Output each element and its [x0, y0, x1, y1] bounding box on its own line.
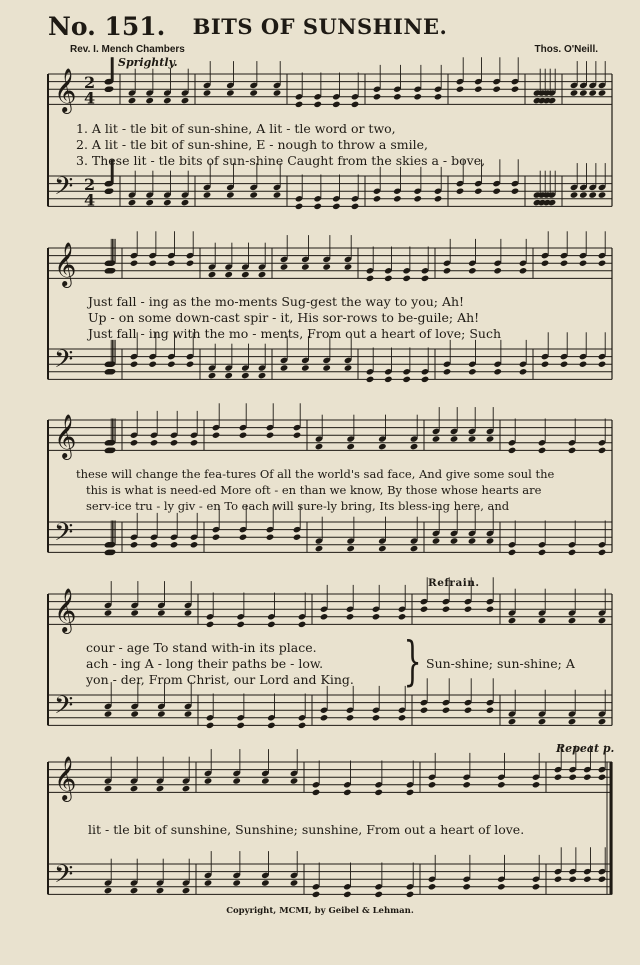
lyric-line: these will change the fea-tures Of all the world's sad face, And give some soul the [76, 467, 555, 481]
treble-clef-icon: 𝄞 [54, 67, 77, 112]
words-credit: Rev. I. Mench Chambers [70, 44, 185, 55]
lyric-line: this is what is need-ed More oft - en than we know, By those whose hearts are [86, 483, 542, 497]
treble-clef-icon: 𝄞 [54, 587, 77, 632]
hymn-number: No. 151. [48, 12, 166, 41]
lyric-line: lit - tle bit of sunshine, Sunshine; sunshine, From out a heart of love. [88, 822, 525, 837]
bass-clef-icon: 𝄢 [54, 517, 74, 553]
lyric-line: 2. A lit - tle bit of sun-shine, E - nough to throw a smile, [76, 137, 428, 152]
treble-clef-icon: 𝄞 [54, 413, 77, 458]
lyric-line: ach - ing A - long their paths be - low. [86, 656, 324, 671]
lyric-line: Just fall - ing as the mo-ments Sug-gest the way to you; Ah! [88, 294, 465, 309]
bass-clef-icon: 𝄢 [54, 171, 74, 207]
lyric-line: 1. A lit - tle bit of sun-shine, A lit - tle word or two, [76, 121, 396, 136]
svg-text:4: 4 [84, 88, 96, 108]
hymn-title: BITS OF SUNSHINE. [192, 14, 448, 39]
svg-text:2: 2 [84, 73, 96, 93]
bass-clef-icon: 𝄢 [54, 690, 74, 726]
lyric-line: serv-ice tru - ly giv - en To each will sure-ly bring, Its bless-ing here, and [86, 499, 510, 513]
lyric-line: cour - age To stand with-in its place. [86, 640, 317, 655]
lyric-line: yon - der, From Christ, our Lord and King. [86, 672, 354, 687]
repeat-marking: Repeat p. [556, 742, 615, 755]
verse-brace: } [403, 632, 422, 692]
refrain-lyric: Sun-shine; sun-shine; A [426, 656, 575, 671]
treble-clef-icon: 𝄞 [54, 241, 77, 286]
lyric-line: 3. These lit - tle bits of sun-shine Caught from the skies a - bove, [76, 153, 486, 168]
bass-clef-icon: 𝄢 [54, 344, 74, 380]
svg-text:4: 4 [84, 190, 96, 210]
refrain-label: Refrain. [428, 577, 480, 589]
lyric-line: Up - on some down-cast spir - it, His sor-rows to be-guile; Ah! [88, 310, 480, 325]
treble-clef-icon: 𝄞 [54, 755, 77, 800]
lyric-line: Just fall - ing with the mo - ments, From out a heart of love; Such [88, 326, 501, 341]
copyright-notice: Copyright, MCMI, by Geibel & Lehman. [226, 906, 414, 916]
bass-clef-icon: 𝄢 [54, 859, 74, 895]
svg-text:2: 2 [84, 175, 96, 195]
tempo-marking: Sprightly. [118, 56, 178, 69]
music-credit: Thos. O'Neill. [534, 44, 598, 55]
